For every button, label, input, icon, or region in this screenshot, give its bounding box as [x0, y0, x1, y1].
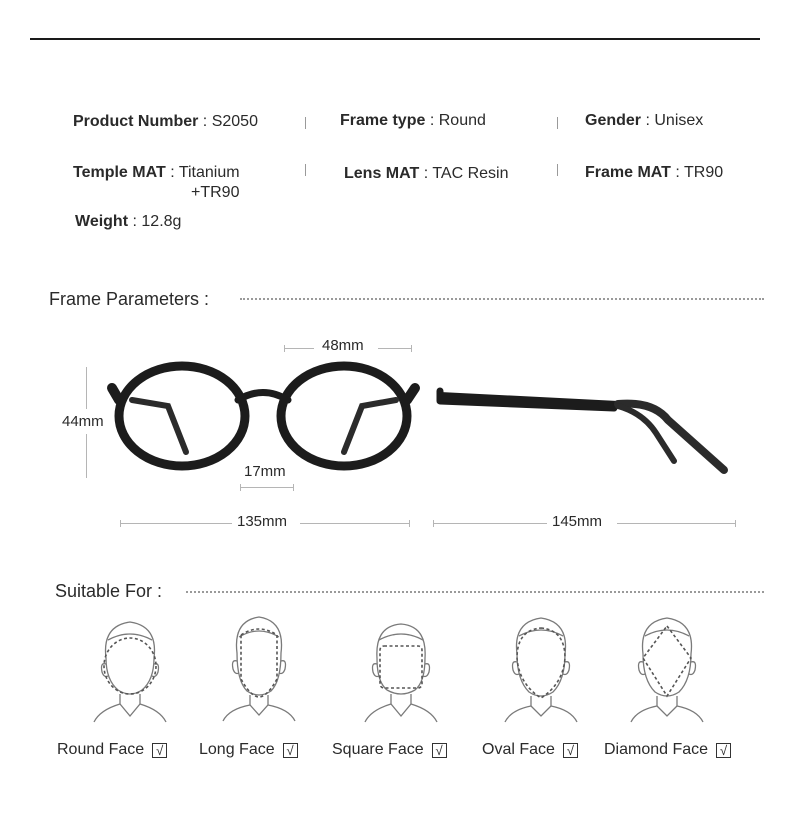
- spec-separator: :: [170, 164, 175, 181]
- lens-width-label: 48mm: [322, 337, 364, 354]
- spec-separator: :: [132, 213, 137, 230]
- dimension-tick: [284, 345, 285, 352]
- spec-label: Gender: [585, 112, 642, 129]
- spec-label: Weight: [75, 213, 129, 230]
- dimension-tick: [120, 520, 121, 527]
- spec-label: Frame type: [340, 112, 426, 129]
- square-face-icon: [361, 620, 441, 726]
- spec-divider: [305, 117, 306, 129]
- frame-parameters-title: Frame Parameters :: [49, 289, 210, 309]
- checkbox-icon: √: [432, 743, 447, 758]
- spec-separator: :: [429, 112, 435, 129]
- spec-lens-mat: [344, 164, 509, 184]
- dimension-line: [378, 348, 412, 349]
- suitable-for-title: Suitable For :: [55, 581, 163, 601]
- spec-label: Frame MAT: [585, 164, 671, 181]
- section-dotted-line: [186, 591, 764, 593]
- dimension-tick: [735, 520, 736, 527]
- dimension-tick: [240, 484, 241, 491]
- dimension-line: [86, 434, 87, 478]
- face-label-text: Square Face: [332, 741, 424, 758]
- spec-label: Product Number: [73, 113, 199, 130]
- spec-product-number: [73, 112, 258, 132]
- spec-separator: :: [202, 113, 208, 130]
- frame-width-label: 135mm: [237, 513, 288, 530]
- dimension-tick: [433, 520, 434, 527]
- checkbox-icon: √: [152, 743, 167, 758]
- diamond-face-icon: [627, 616, 707, 726]
- spec-value: Unisex: [654, 112, 704, 129]
- spec-value: 12.8g: [141, 213, 182, 230]
- spec-frame-type: [340, 111, 486, 131]
- dimension-line: [240, 487, 294, 488]
- round-face-icon: [90, 618, 170, 726]
- spec-value: TR90: [684, 164, 724, 181]
- spec-label: Lens MAT: [344, 165, 420, 182]
- spec-divider: [557, 117, 558, 129]
- checkbox-icon: √: [283, 743, 298, 758]
- checkbox-icon: √: [716, 743, 731, 758]
- spec-divider: [305, 164, 306, 176]
- spec-gender: [585, 111, 703, 131]
- dimension-line: [120, 523, 232, 524]
- face-label-oval: [482, 741, 578, 759]
- spec-label: Temple MAT: [73, 164, 166, 181]
- dimension-tick: [293, 484, 294, 491]
- dimension-line: [433, 523, 547, 524]
- spec-value: S2050: [211, 113, 258, 130]
- lens-height-label: 44mm: [62, 413, 104, 430]
- oval-face-icon: [501, 616, 581, 726]
- dimension-tick: [411, 345, 412, 352]
- face-label-text: Diamond Face: [604, 741, 709, 758]
- spec-value: +TR90: [191, 184, 240, 201]
- face-label-text: Oval Face: [482, 741, 555, 758]
- spec-frame-mat: [585, 163, 723, 183]
- spec-weight: [75, 212, 181, 232]
- glasses-side-icon: [438, 385, 733, 480]
- face-label-text: Round Face: [57, 741, 145, 758]
- face-label-text: Long Face: [199, 741, 275, 758]
- face-label-round: [57, 741, 167, 759]
- long-face-icon: [219, 615, 299, 725]
- checkbox-icon: √: [563, 743, 578, 758]
- section-dotted-line: [240, 298, 764, 300]
- spec-separator: :: [645, 112, 650, 129]
- dimension-line: [284, 348, 314, 349]
- spec-separator: :: [423, 165, 429, 182]
- dimension-line: [300, 523, 410, 524]
- spec-separator: :: [675, 164, 680, 181]
- dimension-line: [86, 367, 87, 409]
- spec-value: Titanium: [178, 164, 240, 181]
- top-divider: [30, 38, 760, 40]
- spec-divider: [557, 164, 558, 176]
- dimension-tick: [409, 520, 410, 527]
- face-label-long: [199, 741, 298, 759]
- spec-temple-mat-line2: [191, 183, 239, 203]
- dimension-line: [617, 523, 735, 524]
- spec-value: TAC Resin: [432, 165, 509, 182]
- bridge-label: 17mm: [244, 463, 286, 480]
- face-label-diamond: [604, 741, 731, 759]
- face-label-square: [332, 741, 447, 759]
- spec-value: Round: [438, 112, 486, 129]
- temple-length-label: 145mm: [552, 513, 603, 530]
- spec-temple-mat: [73, 163, 240, 183]
